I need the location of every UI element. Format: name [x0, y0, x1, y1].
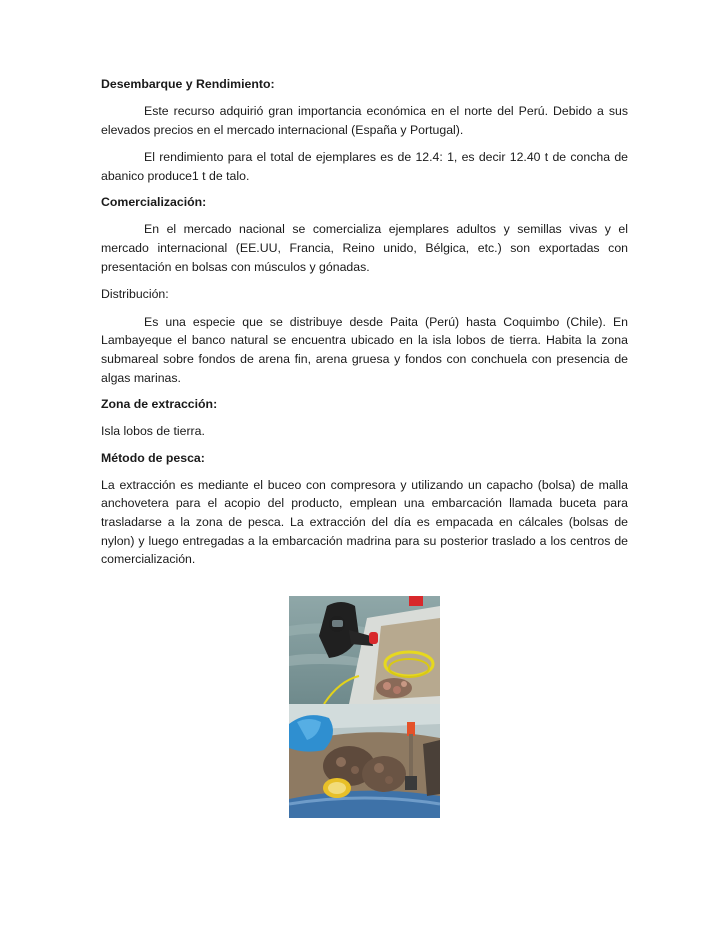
heading-zona-extraccion: Zona de extracción:	[101, 397, 218, 412]
paragraph-comercializacion: En el mercado nacional se comercializa ejemplares adultos y semillas vivas y el mercado internacional (EE.UU, Francia, Reino unido, Bélgica, etc.) son exportadas con presentación en bolsas con músculos y gónadas.	[101, 222, 628, 274]
paragraph-zona-extraccion: Isla lobos de tierra.	[101, 424, 205, 439]
paragraph-importancia: Este recurso adquirió gran importancia económica en el norte del Perú. Debido a sus elevados precios en el mercado internacional (España y Portugal).	[101, 104, 628, 137]
paragraph-metodo-pesca: La extracción es mediante el buceo con compresora y utilizando un capacho (bolsa) de malla anchovetera para el acopio del producto, emplean una embarcación llamada buceta para trasladarse a la zona de pesca. La extracción del día es empacada en cálcales (bolsas de nylon) y luego entregadas a la embarcación madrina para su posterior traslado a los centros de comercialización.	[101, 477, 628, 567]
heading-comercializacion: Comercialización:	[101, 195, 207, 210]
paragraph-rendimiento: El rendimiento para el total de ejemplares es de 12.4: 1, es decir 12.40 t de concha de abanico produce1 t de talo.	[101, 150, 628, 183]
photo-catch-bags	[289, 704, 440, 818]
paragraph-distribucion: Es una especie que se distribuye desde Paita (Perú) hasta Coquimbo (Chile). En Lambayeque el banco natural se encuentra ubicado en la isla lobos de tierra. Habita la zona submareal sobre fondos de arena fin, arena gruesa y fondos con conchuela con presencia de algas marinas.	[101, 314, 628, 385]
heading-distribucion: Distribución:	[101, 287, 169, 302]
photo-diver-boat	[289, 596, 440, 704]
heading-desembarque: Desembarque y Rendimiento:	[101, 77, 275, 91]
document-body	[101, 76, 628, 578]
heading-metodo-pesca: Método de pesca:	[101, 450, 205, 465]
photo-collage	[289, 596, 440, 818]
